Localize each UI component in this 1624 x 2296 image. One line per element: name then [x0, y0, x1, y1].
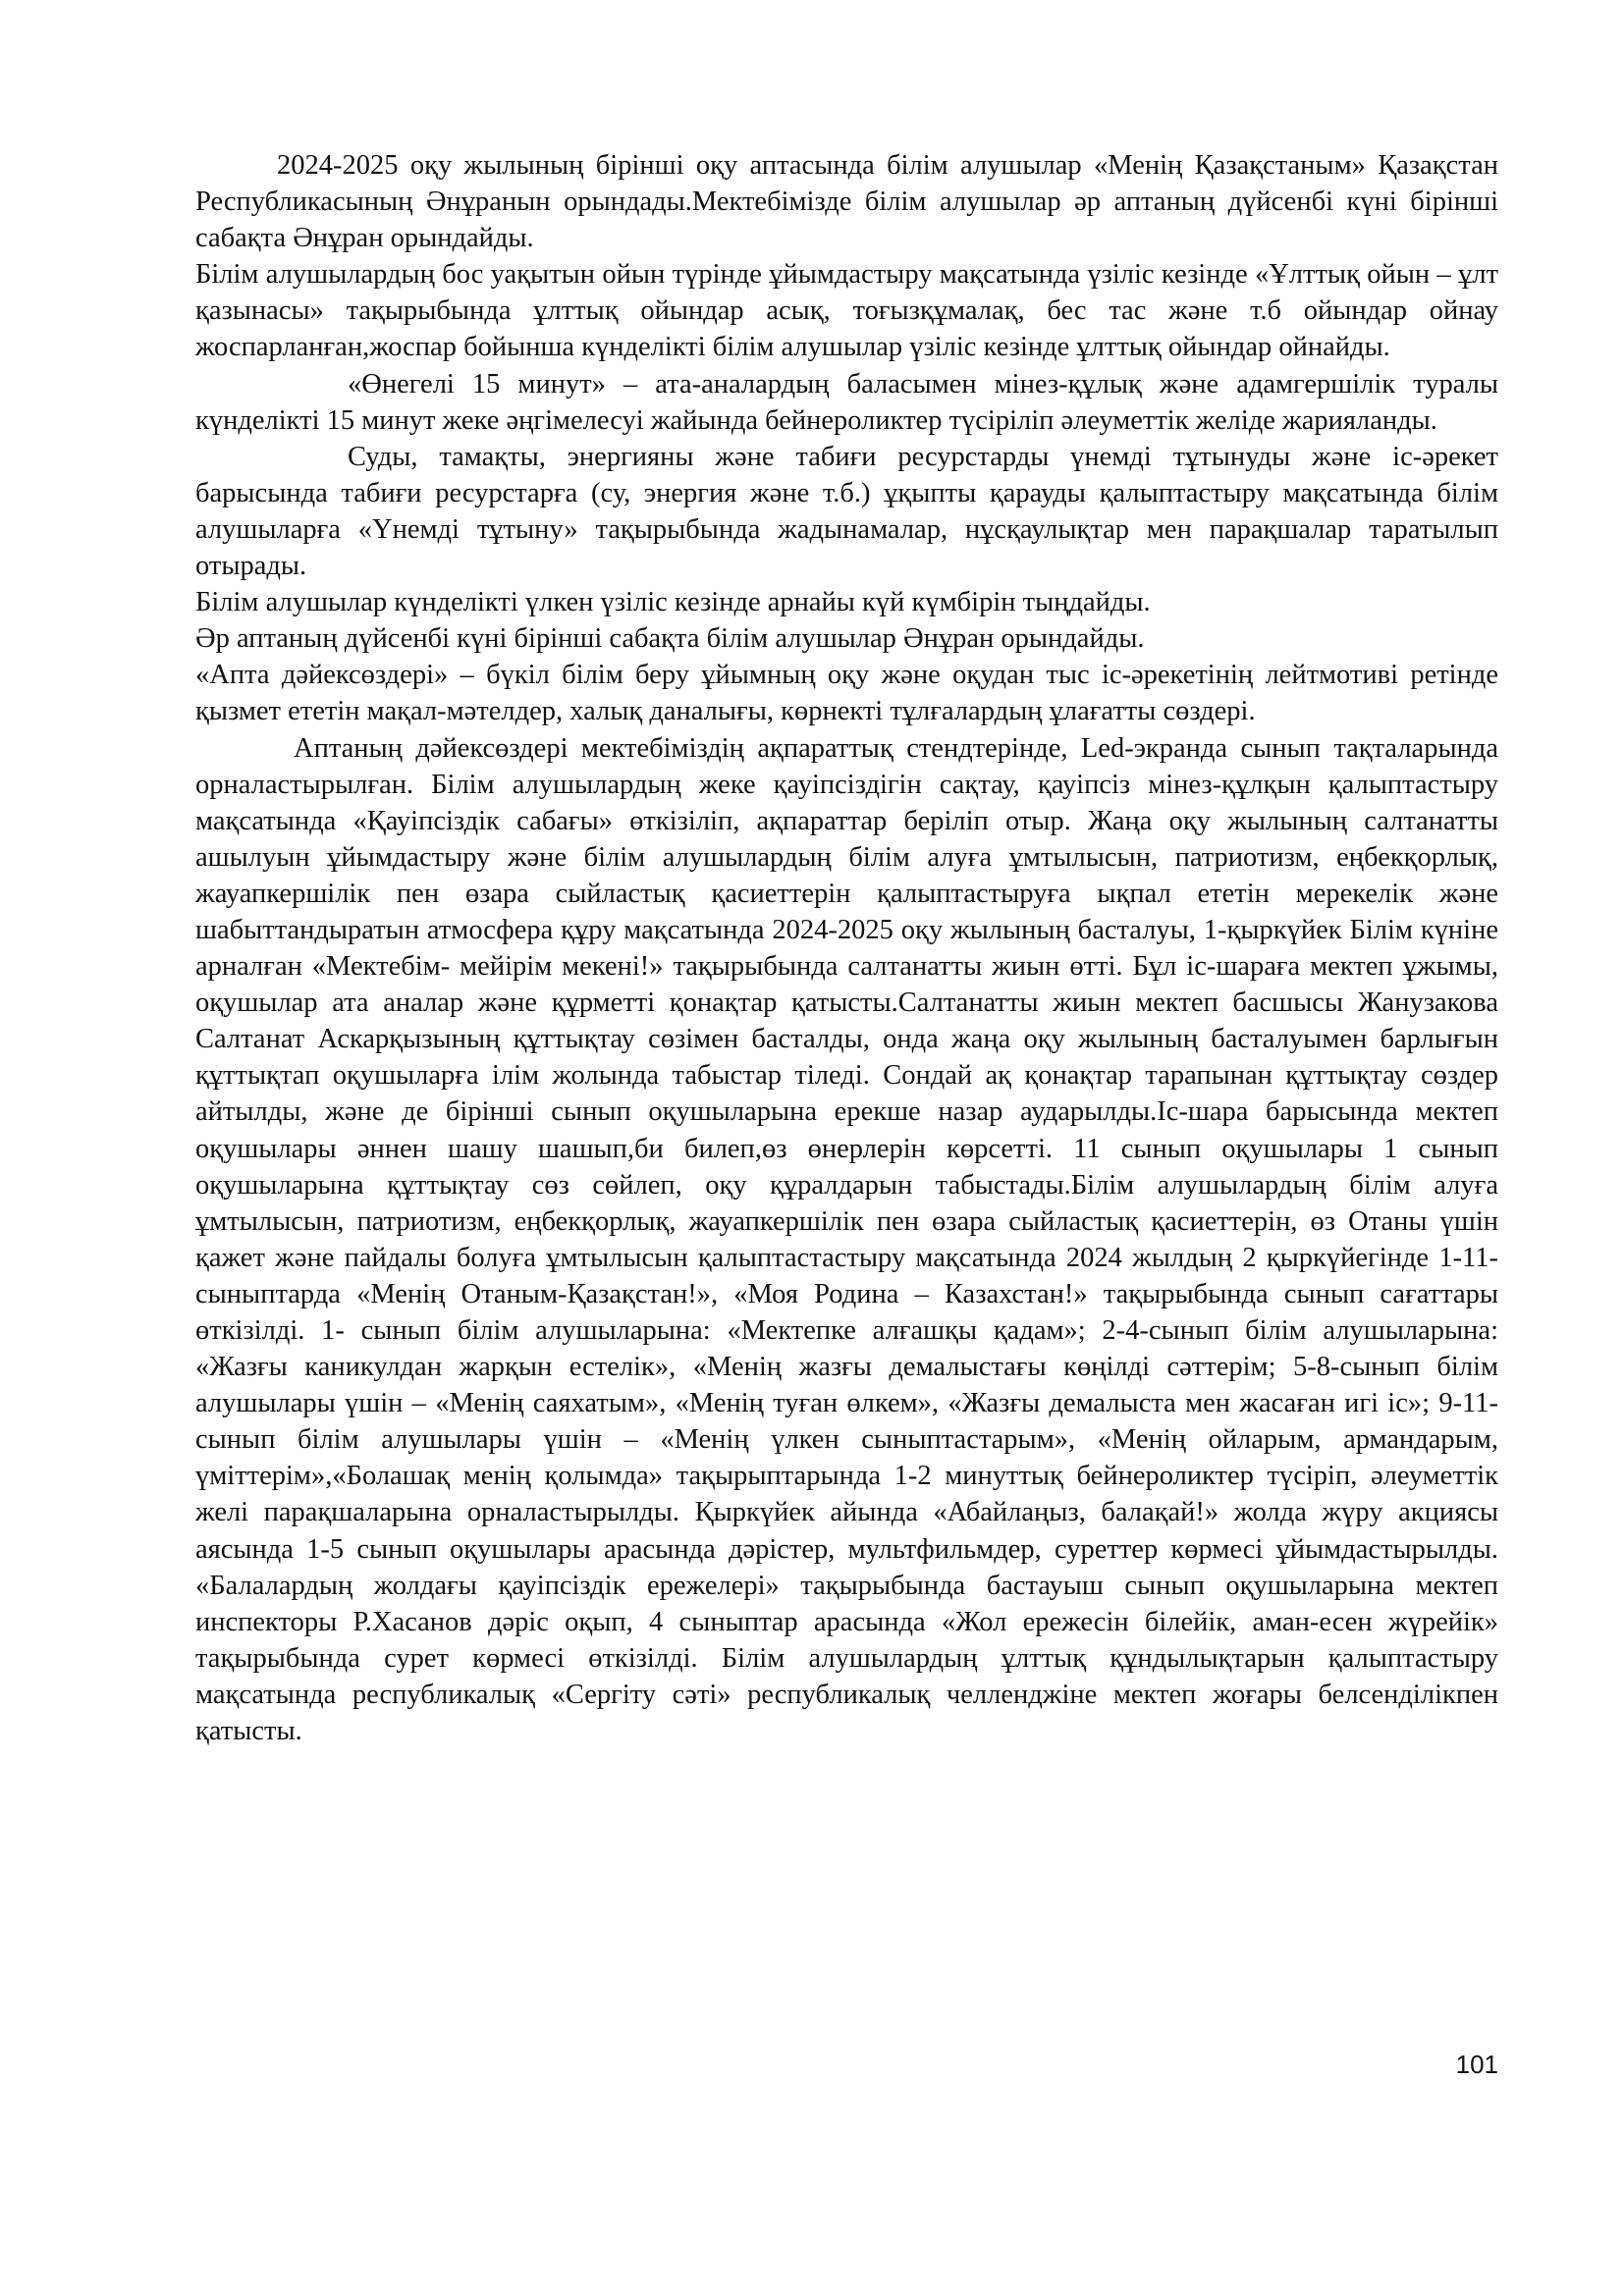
paragraph-exemplary-15-minutes: «Өнегелі 15 минут» – ата-аналардың баласымен мінез-құлық және адамгершілік туралы күнделікті 15 минут жеке әңгімелесуі жайында бейнероликтер түсіріліп әлеуметтік желіде жарияланды. [195, 368, 1498, 436]
page-number: 101 [1455, 2050, 1498, 2079]
paragraph-saving-resources: Суды, тамақты, энергияны және табиғи ресурстарды үнемді тұтынуды және іс-әрекет барысында табиғи ресурстарға (су, энергия және т.б.) ұқыпты қарауды қалыптастыру мақсатында білім алушыларға «Үнемді тұтыну» тақырыбында жадынамалар, нұсқаулықтар мен парақшалар таратылып отырады. [195, 441, 1498, 582]
document-body [195, 147, 1498, 1749]
paragraph-national-games: Білім алушылардың бос уақытын ойын түрінде ұйымдастыру мақсатында үзіліс кезінде «Ұлттық ойын – ұлт қазынасы» тақырыбында ұлттық ойындар асық, тоғызқұмалақ, бес тас және т.б ойындар ойнау жоспарланған,жоспар бойынша күнделікті білім алушылар үзіліс кезінде ұлттық ойындар ойнайды. [195, 259, 1498, 363]
paragraph-anthem: 2024-2025 оқу жылының бірінші оқу аптасында білім алушылар «Менің Қазақстаным» Қазақстан Республикасының Әнұранын орындады.Мектебімізде білім алушылар әр аптаның дүйсенбі күні бірінші сабақта Әнұран орындайды. [195, 150, 1498, 254]
paragraph-kui-music: Білім алушылар күнделікті үлкен үзіліс кезінде арнайы күй күмбірін тыңдайды. [195, 587, 1151, 618]
paragraph-weekly-quotes: «Апта дәйексөздері» – бүкіл білім беру ұйымның оқу және оқудан тыс іс-әрекетінің лейтмотиві ретінде қызмет ететін мақал-мәтелдер, халық даналығы, көрнекті тұлғалардың ұлағатты сөздері. [195, 660, 1498, 727]
paragraph-school-events: Аптаның дәйексөздері мектебіміздің ақпараттық стендтерінде, Led-экранда сынып тақталарында орналастырылған. Білім алушылардың жеке қауіпсіздігін сақтау, қауіпсіз мінез-құлқын қалыптастыру мақсатында «Қауіпсіздік сабағы» өткізіліп, ақпараттар беріліп отыр. Жаңа оқу жылының салтанатты ашылуын ұйымдастыру және білім алушылардың білім алуға ұмтылысын, патриотизм, еңбекқорлық, жауапкершілік пен өзара сыйластық қасиеттерін қалыптастыруға ықпал ететін мерекелік және шабыттандыратын атмосфера құру мақсатында 2024-2025 оқу жылының басталуы, 1-қыркүйек Білім күніне арналған «Мектебім- мейірім мекені!» тақырыбында салтанатты жиын өтті. Бұл іс-шараға мектеп ұжымы, оқушылар ата аналар және құрметті қонақтар қатысты.Салтанатты жиын мектеп басшысы Жанузакова Салтанат Аскарқызының құттықтау сөзімен басталды, онда жаңа оқу жылының басталуымен барлығын құттықтап оқушыларға ілім жолында табыстар тіледі. Сондай ақ қонақтар тарапынан құттықтау сөздер айтылды, және де бірінші сынып оқушыларына ерекше назар аударылды.Іс-шара барысында мектеп оқушылары әннен шашу шашып,би билеп,өз өнерлерін көрсетті. 11 сынып оқушылары 1 сынып оқушыларына құттықтау сөз сөйлеп, оқу құралдарын табыстады.Білім алушылардың білім алуға ұмтылысын, патриотизм, еңбекқорлық, жауапкершілік пен өзара сыйластық қасиеттерін, өз Отаны үшін қажет және пайдалы болуға ұмтылысын қалыптастастыру мақсатында 2024 жылдың 2 қыркүйегінде 1-11-сыныптарда «Менің Отаным-Қазақстан!», «Моя Родина – Казахстан!» тақырыбында сынып сағаттары өткізілді. 1- сынып білім алушыларына: «Мектепке алғашқы қадам»; 2-4-сынып білім алушыларына: «Жазғы каникулдан жарқын естелік», «Менің жазғы демалыстағы көңілді сәттерім; 5-8-сынып білім алушылары үшін – «Менің саяхатым», «Менің туған өлкем», «Жазғы демалыста мен жасаған игі іс»; 9-11-сынып білім алушылары үшін – «Менің үлкен сыныптастарым», «Менің ойларым, армандарым, үміттерім»,«Болашақ менің қолымда» тақырыптарында 1-2 минуттық бейнероликтер түсіріп, әлеуметтік желі парақшаларына орналастырылды. Қыркүйек айында «Абайлаңыз, балақай!» жолда жүру акциясы аясында 1-5 сынып оқушылары арасында дәрістер, мультфильмдер, суреттер көрмесі ұйымдастырылды. «Балалардың жолдағы қауіпсіздік ережелері» тақырыбында бастауыш сынып оқушыларына мектеп инспекторы Р.Хасанов дәріс оқып, 4 сыныптар арасында «Жол ережесін білейік, аман-есен жүрейік» тақырыбында сурет көрмесі өткізілді. Білім алушылардың ұлттық құндылықтарын қалыптастыру мақсатында республикалық «Сергіту сәті» республикалық челленджіне мектеп жоғары белсенділікпен қатысты. [195, 732, 1498, 1747]
paragraph-monday-anthem: Әр аптаның дүйсенбі күні бірінші сабақта білім алушылар Әнұран орындайды. [195, 623, 1145, 655]
